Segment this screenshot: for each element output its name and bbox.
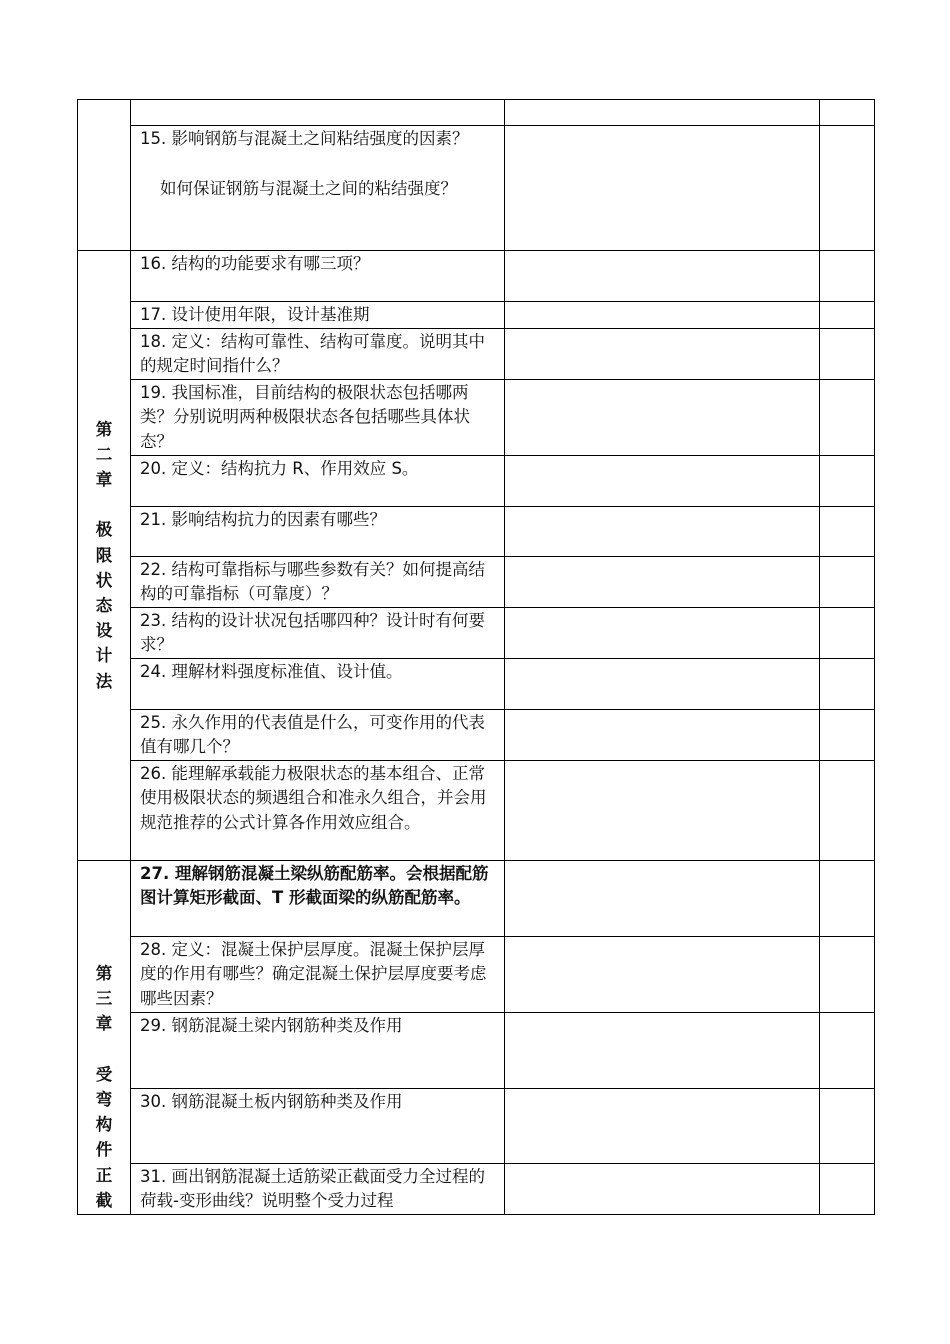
remark-cell <box>820 379 875 455</box>
chapter-cell-prev <box>78 100 131 251</box>
answer-cell <box>505 302 820 329</box>
remark-cell <box>820 860 875 936</box>
answer-cell <box>505 658 820 709</box>
table-row <box>78 1163 875 1214</box>
table-row <box>78 328 875 379</box>
answer-cell <box>505 1163 820 1214</box>
answer-cell <box>505 100 820 126</box>
question-cell <box>131 1163 505 1214</box>
question-cell <box>131 658 505 709</box>
remark-cell <box>820 556 875 607</box>
question-cell <box>131 1088 505 1163</box>
remark-cell <box>820 1088 875 1163</box>
question-cell <box>131 379 505 455</box>
table-row <box>78 709 875 760</box>
remark-cell <box>820 709 875 760</box>
table-row <box>78 379 875 455</box>
question-20: 20. 定义：结构抗力 R、作用效应 S。 <box>140 458 419 478</box>
question-cell <box>131 506 505 556</box>
answer-cell <box>505 379 820 455</box>
table-row <box>78 1088 875 1163</box>
chapter-2-title <box>93 417 115 694</box>
chapter-3-title <box>93 961 115 1213</box>
question-18: 18. 定义：结构可靠性、结构可靠度。说明其中的规定时间指什么？ <box>140 331 485 375</box>
remark-cell <box>820 251 875 302</box>
table-row <box>78 556 875 607</box>
table-row <box>78 126 875 251</box>
question-16: 16. 结构的功能要求有哪三项？ <box>140 254 370 273</box>
remark-cell <box>820 607 875 658</box>
remark-cell <box>820 506 875 556</box>
remark-cell <box>820 126 875 251</box>
question-cell <box>131 936 505 1012</box>
question-cell <box>131 100 505 126</box>
question-cell <box>131 607 505 658</box>
question-15: 15. 影响钢筋与混凝土之间粘结强度的因素？ <box>140 129 469 148</box>
table-row <box>78 506 875 556</box>
table-row <box>78 607 875 658</box>
table-row <box>78 1012 875 1088</box>
answer-cell <box>505 556 820 607</box>
question-28: 28. 定义：混凝土保护层厚度。混凝土保护层厚度的作用有哪些？确定混凝土保护层厚度要考虑哪些因素？ <box>140 939 487 1008</box>
chapter-2-name: 极限状态设计法 <box>95 520 113 691</box>
question-cell <box>131 302 505 329</box>
question-cell <box>131 556 505 607</box>
answer-cell <box>505 860 820 936</box>
answer-cell <box>505 328 820 379</box>
table-row <box>78 760 875 860</box>
remark-cell <box>820 1163 875 1214</box>
question-22: 22. 结构可靠指标与哪些参数有关？如何提高结构的可靠指标（可靠度）？ <box>140 559 485 603</box>
answer-cell <box>505 126 820 251</box>
question-19: 19. 我国标准，目前结构的极限状态包括哪两类？分别说明两种极限状态各包括哪些具体状态？ <box>140 382 470 451</box>
remark-cell <box>820 302 875 329</box>
question-cell <box>131 455 505 506</box>
question-21: 21. 影响结构抗力的因素有哪些？ <box>140 509 386 529</box>
question-31: 31. 画出钢筋混凝土适筋梁正截面受力全过程的荷载-变形曲线？说明整个受力过程 <box>140 1166 485 1210</box>
table-row <box>78 936 875 1012</box>
chapter-2-cell <box>78 251 131 861</box>
question-cell <box>131 1012 505 1088</box>
study-question-table <box>77 99 875 1215</box>
table-row <box>78 658 875 709</box>
question-25: 25. 永久作用的代表值是什么，可变作用的代表值有哪几个？ <box>140 712 485 756</box>
remark-cell <box>820 658 875 709</box>
remark-cell <box>820 328 875 379</box>
answer-cell <box>505 709 820 760</box>
answer-cell <box>505 760 820 860</box>
question-26: 26. 能理解承载能力极限状态的基本组合、正常使用极限状态的频遇组合和准永久组合，并会用规范推荐的公式计算各作用效应组合。 <box>140 763 487 832</box>
question-15-followup: 如何保证钢筋与混凝土之间的粘结强度？ <box>160 178 457 198</box>
question-cell <box>131 709 505 760</box>
question-23: 23. 结构的设计状况包括哪四种？设计时有何要求？ <box>140 610 485 654</box>
remark-cell <box>820 1012 875 1088</box>
remark-cell <box>820 100 875 126</box>
remark-cell <box>820 760 875 860</box>
chapter-3-name: 受弯构件正截 <box>95 1064 113 1210</box>
answer-cell <box>505 506 820 556</box>
answer-cell <box>505 251 820 302</box>
question-cell <box>131 126 505 251</box>
remark-cell <box>820 936 875 1012</box>
table-row <box>78 860 875 936</box>
table-row <box>78 100 875 126</box>
question-29: 29. 钢筋混凝土梁内钢筋种类及作用 <box>140 1015 403 1035</box>
answer-cell <box>505 455 820 506</box>
question-27: 27. 理解钢筋混凝土梁纵筋配筋率。会根据配筋图计算矩形截面、T 形截面梁的纵筋配筋率。 <box>140 863 489 907</box>
question-cell <box>131 760 505 860</box>
chapter-3-cell <box>78 860 131 1214</box>
question-cell <box>131 251 505 302</box>
remark-cell <box>820 455 875 506</box>
answer-cell <box>505 607 820 658</box>
chapter-2-number: 第二章 <box>95 419 113 490</box>
table-row <box>78 302 875 329</box>
answer-cell <box>505 936 820 1012</box>
question-17: 17. 设计使用年限，设计基准期 <box>140 305 370 324</box>
answer-cell <box>505 1012 820 1088</box>
answer-cell <box>505 1088 820 1163</box>
question-24: 24. 理解材料强度标准值、设计值。 <box>140 661 403 681</box>
table-row <box>78 251 875 302</box>
question-cell <box>131 860 505 936</box>
question-30: 30. 钢筋混凝土板内钢筋种类及作用 <box>140 1091 403 1111</box>
table-row <box>78 455 875 506</box>
question-cell <box>131 328 505 379</box>
chapter-3-number: 第三章 <box>95 964 113 1034</box>
